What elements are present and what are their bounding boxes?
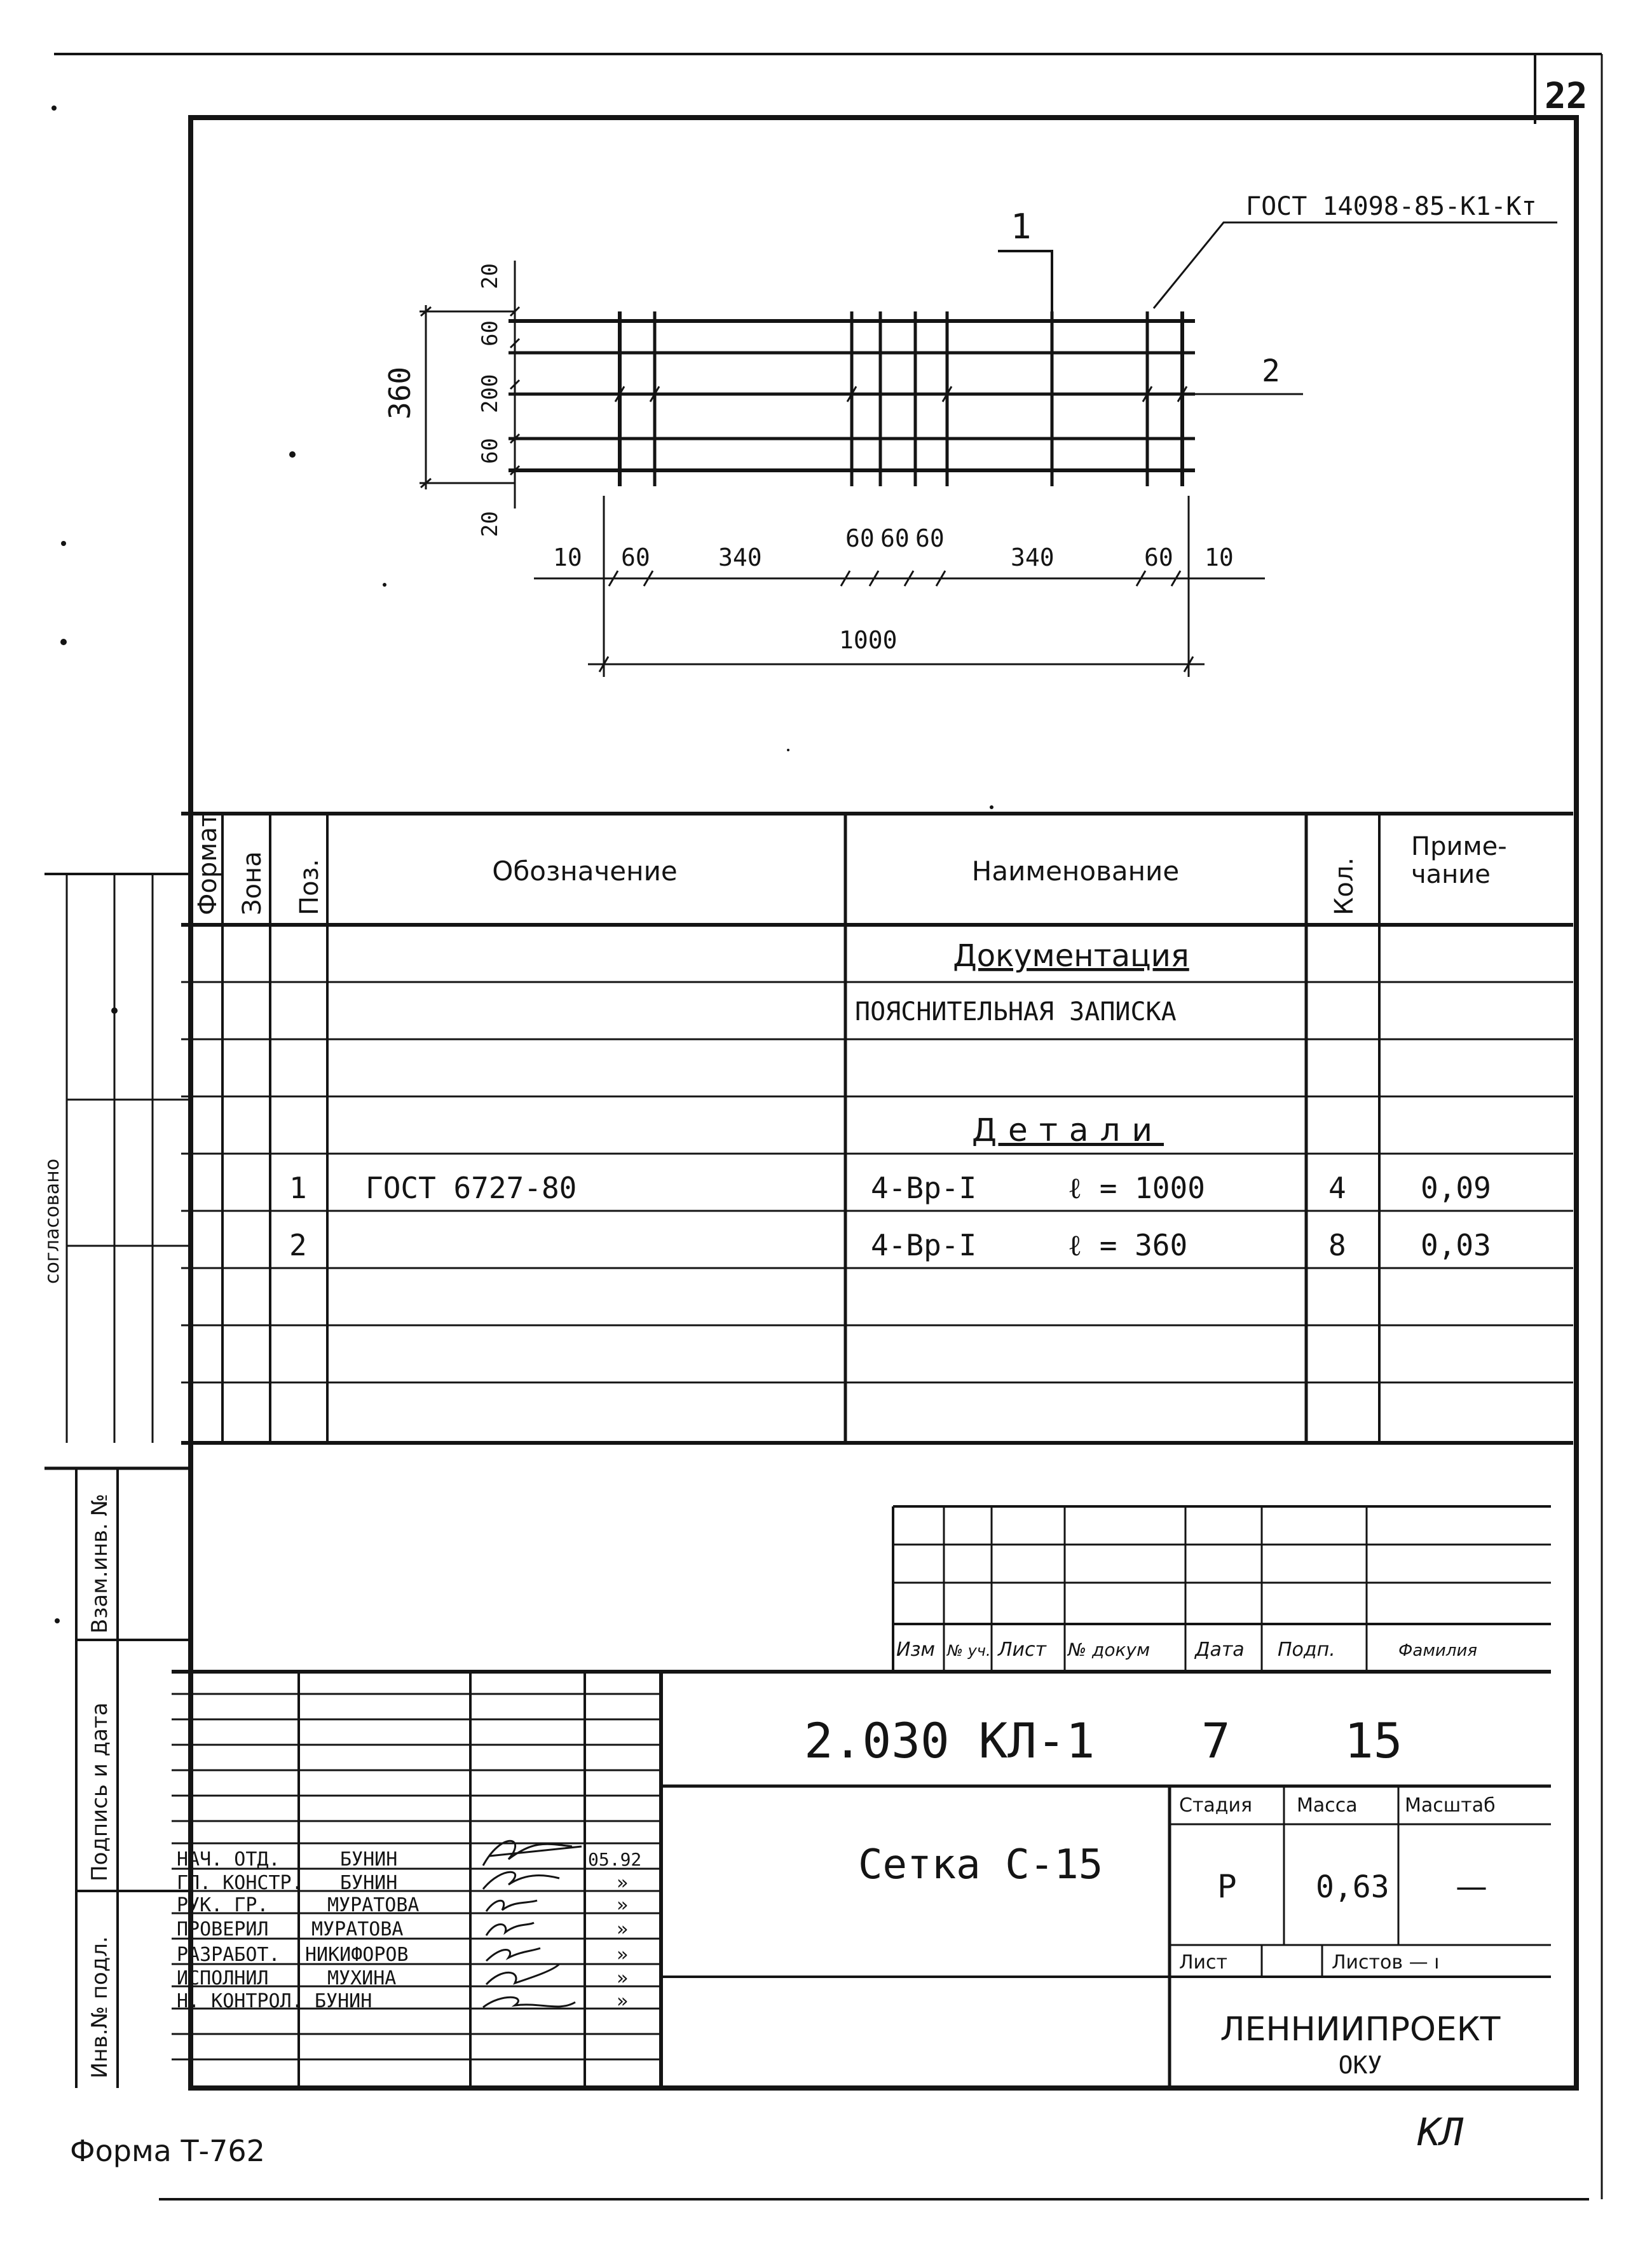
col-designation-header: Обозначение [492, 856, 678, 887]
dim-h-340-left: 340 [718, 543, 762, 571]
col-scale-header: Масштаб [1405, 1794, 1496, 1817]
signer-role: ИСПОЛНИЛ [177, 1967, 269, 1989]
handwritten-signatures [483, 1841, 582, 2007]
col-mass-header: Масса [1297, 1794, 1358, 1817]
rev-col-surname: Фамилия [1398, 1641, 1477, 1660]
position-mark-1: 1 [1011, 207, 1032, 247]
dim-v-20-top: 20 [477, 263, 503, 289]
row1-note: 0,09 [1421, 1171, 1491, 1205]
mass-value: 0,63 [1316, 1869, 1389, 1905]
row2-note: 0,03 [1421, 1228, 1491, 1262]
scale-value: — [1456, 1868, 1487, 1905]
signer-name: МУРАТОВА [327, 1894, 420, 1916]
callout-standard: ГОСТ 14098-85-К1-Кт [1246, 192, 1537, 221]
signer-name: МУРАТОВА [311, 1918, 404, 1941]
spec-row-2 [289, 1228, 1491, 1262]
signer-role: Н. КОНТРОЛ. [177, 1990, 303, 2012]
signer-date: 05.92 [588, 1849, 642, 1870]
doc-item-explanatory-note: ПОЯСНИТЕЛЬНАЯ ЗАПИСКА [855, 997, 1177, 1027]
spec-row-1 [289, 1171, 1491, 1205]
signer-date: » [617, 1967, 629, 1989]
doc-number-7: 7 [1201, 1712, 1231, 1769]
signer-role: РУК. ГР. [177, 1894, 269, 1916]
row2-qty: 8 [1328, 1228, 1346, 1262]
section-parts: Детали [971, 1112, 1164, 1149]
dim-h-340-right: 340 [1011, 543, 1055, 571]
signer-date: » [617, 1944, 629, 1966]
corner-mark: КЛ [1417, 2110, 1464, 2155]
col-qty-header: Кол. [1330, 857, 1359, 915]
signer-name: БУНИН [340, 1848, 398, 1871]
signer-role: ГЛ. КОНСТР. [177, 1872, 303, 1894]
side-label-faint: согласовано [41, 1158, 64, 1284]
sheet-label: Лист [1179, 1951, 1228, 1974]
organization-name: ЛЕННИИПРОЕКТ [1220, 2010, 1501, 2049]
dim-h-60-b: 60 [845, 524, 875, 552]
row2-length: ℓ = 360 [1068, 1228, 1188, 1262]
dim-overall-width: 1000 [839, 626, 898, 654]
col-stage-header: Стадия [1179, 1794, 1253, 1817]
dim-v-200: 200 [477, 374, 503, 413]
side-label-signature-date: Подпись и дата [87, 1702, 113, 1881]
rev-col-change: Изм [896, 1639, 936, 1661]
side-label-replace-inv: Взам.инв. № [87, 1493, 113, 1634]
spec-table-grid [181, 814, 1573, 1443]
horizontal-dimensions [553, 524, 1234, 654]
signer-role: НАЧ. ОТД. [177, 1848, 280, 1871]
row2-name: 4-Вр-I [871, 1228, 977, 1262]
signers-list [177, 1848, 641, 2012]
position-mark-2: 2 [1262, 353, 1280, 389]
dim-v-60-bottom: 60 [477, 438, 503, 464]
row1-designation: ГОСТ 6727-80 [365, 1171, 577, 1205]
sheet-title: Сетка С-15 [858, 1841, 1103, 1888]
stage-value: Р [1217, 1868, 1237, 1905]
vertical-dimensions [383, 263, 503, 537]
dim-h-60-d: 60 [915, 524, 945, 552]
dim-v-60-top: 60 [477, 320, 503, 346]
rev-col-sign: Подп. [1278, 1639, 1335, 1661]
doc-number-15: 15 [1344, 1712, 1403, 1769]
dim-h-10-left: 10 [553, 543, 582, 571]
signer-date: » [617, 1894, 629, 1916]
rev-col-date: Дата [1195, 1639, 1245, 1661]
row1-length: ℓ = 1000 [1068, 1171, 1205, 1205]
row2-pos: 2 [289, 1228, 307, 1262]
col-note-header-line1: Приме-чание [1411, 832, 1507, 889]
rev-col-doc: № докум [1068, 1639, 1150, 1660]
col-format-header: Формат [193, 812, 222, 915]
mesh-drawing [420, 222, 1557, 677]
col-pos-header: Поз. [295, 859, 324, 915]
signer-name: МУХИНА [327, 1967, 397, 1989]
signer-role: ПРОВЕРИЛ [177, 1918, 269, 1941]
signer-date: » [617, 1990, 629, 2012]
signer-name: БУНИН [315, 1990, 372, 2012]
department-name: ОКУ [1338, 2051, 1382, 2079]
dim-v-20-bottom: 20 [477, 511, 503, 537]
row1-pos: 1 [289, 1171, 307, 1205]
sheet-number: 22 [1545, 76, 1588, 117]
signer-role: РАЗРАБОТ. [177, 1944, 280, 1966]
doc-code: 2.030 КЛ-1 [804, 1712, 1095, 1769]
dim-overall-height: 360 [383, 366, 417, 420]
signer-date: » [617, 1872, 629, 1894]
col-name-header: Наименование [971, 856, 1180, 887]
side-label-original-inv: Инв.№ подл. [87, 1936, 113, 2078]
signer-date: » [617, 1918, 629, 1941]
side-stamp [44, 874, 191, 2088]
signer-name: БУНИН [340, 1872, 398, 1894]
col-zone-header: Зона [238, 851, 267, 915]
dim-h-60-a: 60 [621, 543, 650, 571]
form-label: Форма Т-762 [70, 2134, 265, 2168]
dim-h-60-e: 60 [1144, 543, 1173, 571]
row1-qty: 4 [1328, 1171, 1346, 1205]
dim-h-10-right: 10 [1205, 543, 1234, 571]
row1-name: 4-Вр-I [871, 1171, 977, 1205]
revision-headers [896, 1639, 1477, 1661]
signer-name: НИКИФОРОВ [305, 1944, 409, 1966]
sheets-label: Листов — ı [1332, 1951, 1440, 1974]
rev-col-num: № уч. [947, 1642, 991, 1660]
rev-col-sheet: Лист [998, 1639, 1047, 1661]
dim-h-60-c: 60 [880, 524, 910, 552]
section-documentation: Документация [953, 938, 1189, 974]
